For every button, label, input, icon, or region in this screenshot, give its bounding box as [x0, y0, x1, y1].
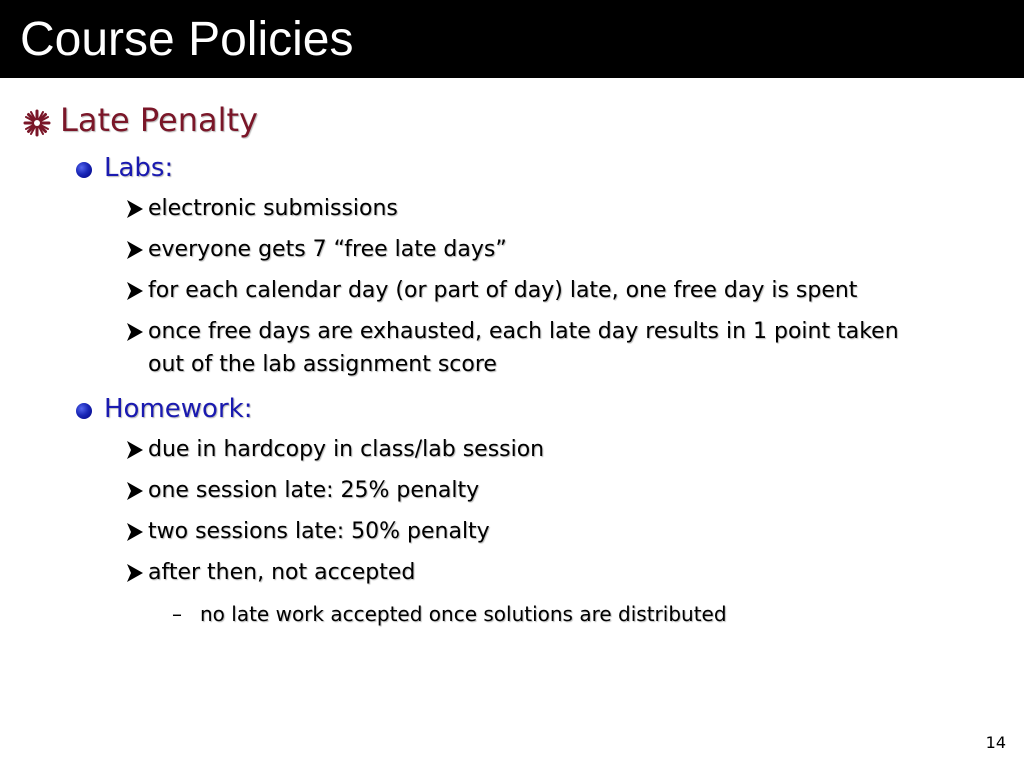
homework-item-2: one session late: 25% penalty — [148, 478, 480, 503]
bullet-homework — [0, 387, 1024, 431]
list-item — [0, 513, 1024, 554]
slide-title: Course Policies — [20, 13, 354, 66]
homework-item-4: after then, not accepted — [148, 560, 416, 585]
homework-subitem: no late work accepted once solutions are distributed — [200, 602, 727, 626]
labs-heading: Labs: — [104, 153, 174, 183]
bullet-labs — [0, 146, 1024, 190]
list-item — [0, 431, 1024, 472]
homework-heading: Homework: — [104, 394, 253, 424]
blue-dot-bullet-icon — [76, 403, 92, 419]
arrowhead-bullet-icon — [124, 279, 146, 303]
page-number: 14 — [985, 733, 1006, 752]
arrowhead-bullet-icon — [124, 520, 146, 544]
slide-content — [0, 96, 1024, 631]
homework-item-3: two sessions late: 50% penalty — [148, 519, 490, 544]
arrowhead-bullet-icon — [124, 197, 146, 221]
arrowhead-bullet-icon — [124, 479, 146, 503]
list-item — [0, 272, 1024, 313]
labs-item-3: for each calendar day (or part of day) late, one free day is spent — [148, 278, 858, 303]
labs-item-4-line-1: once free days are exhausted, each late day results in 1 point taken — [148, 319, 899, 344]
list-item — [0, 472, 1024, 513]
arrowhead-bullet-icon — [124, 438, 146, 462]
late-penalty-heading: Late Penalty — [60, 101, 258, 139]
list-item — [0, 190, 1024, 231]
labs-item-4-line-2: out of the lab assignment score — [148, 352, 497, 377]
arrowhead-bullet-icon — [124, 238, 146, 262]
list-subitem — [0, 595, 1024, 631]
asterisk-bullet-icon — [20, 106, 54, 140]
labs-item-2: everyone gets 7 “free late days” — [148, 237, 507, 262]
list-item — [0, 313, 1024, 387]
list-item — [0, 554, 1024, 595]
arrowhead-bullet-icon — [124, 561, 146, 585]
dash-bullet-icon: – — [172, 602, 182, 626]
arrowhead-bullet-icon — [124, 320, 146, 344]
labs-item-1: electronic submissions — [148, 196, 398, 221]
list-item — [0, 231, 1024, 272]
homework-item-1: due in hardcopy in class/lab session — [148, 437, 545, 462]
blue-dot-bullet-icon — [76, 162, 92, 178]
bullet-late-penalty — [0, 96, 1024, 146]
title-bar — [0, 0, 1024, 78]
